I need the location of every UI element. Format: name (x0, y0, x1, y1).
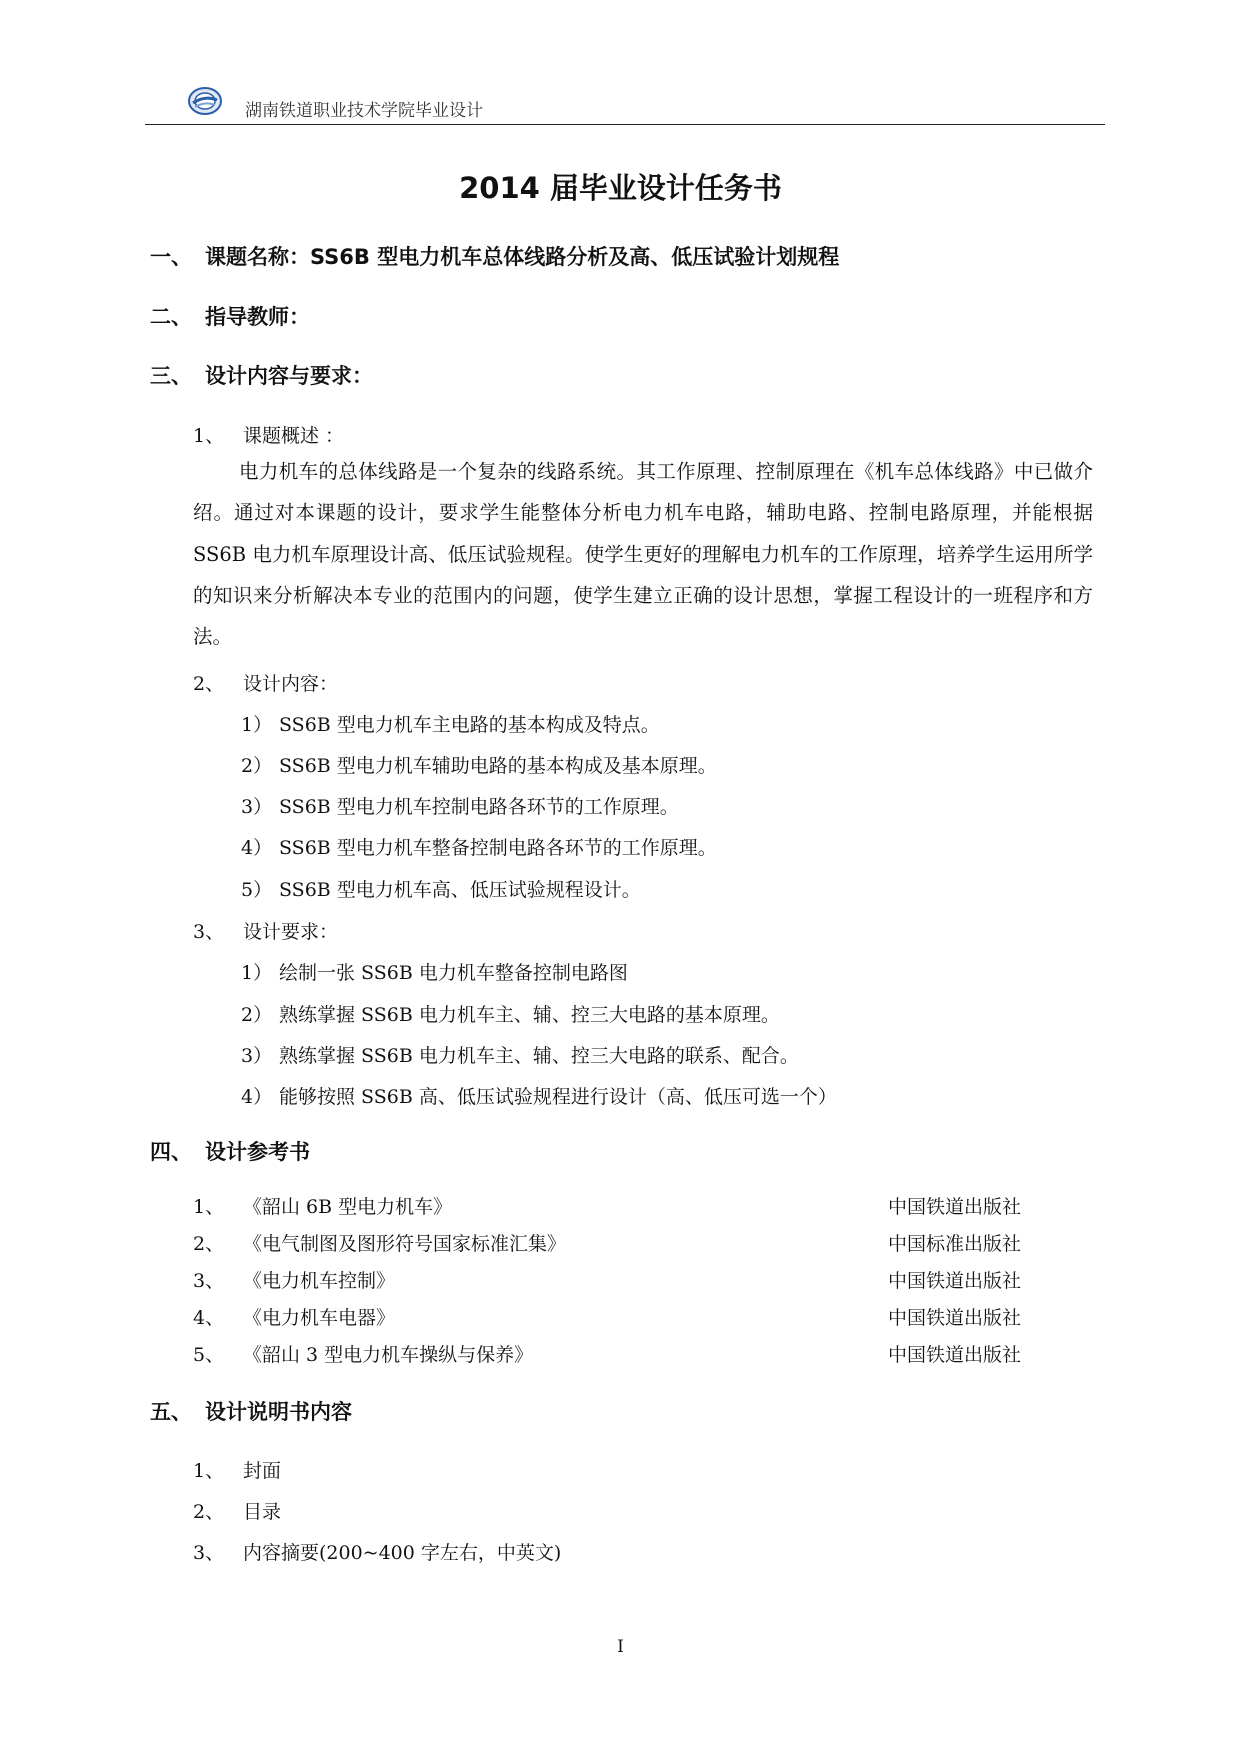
item-number: 3、 (193, 1270, 225, 1292)
section-label: 设计内容与要求： (205, 364, 373, 388)
manual-item (193, 1538, 561, 1565)
section-label: 设计说明书内容 (205, 1400, 352, 1424)
item-number: 5） (241, 879, 273, 901)
reference-publisher: 中国铁道出版社 (888, 1344, 1022, 1366)
reference-title: 《韶山 3 型电力机车操纵与保养》 (243, 1344, 534, 1366)
item-label: 设计内容： (243, 673, 339, 695)
manual-item (193, 1497, 281, 1524)
item-number: 2） (241, 755, 273, 777)
reference-title: 《韶山 6B 型电力机车》 (243, 1196, 453, 1218)
item-text: 熟练掌握 SS6B 电力机车主、辅、控三大电路的联系、配合。 (279, 1045, 799, 1067)
section-3-heading (150, 360, 373, 390)
item-number: 4） (241, 1086, 273, 1108)
item-text: 熟练掌握 SS6B 电力机车主、辅、控三大电路的基本原理。 (279, 1004, 780, 1026)
document-title: 2014 届毕业设计任务书 (459, 171, 782, 205)
item-text: 目录 (243, 1501, 282, 1523)
section-number: 五、 (150, 1400, 192, 1424)
item-number: 1） (241, 714, 273, 736)
reference-title: 《电力机车电器》 (243, 1307, 396, 1329)
item-label: 设计要求： (243, 921, 339, 943)
item-number: 3、 (193, 1542, 225, 1564)
reference-title: 《电力机车控制》 (243, 1270, 396, 1292)
item-number: 3） (241, 796, 273, 818)
section-label: 课题名称：SS6B 型电力机车总体线路分析及高、低压试验计划规程 (205, 245, 840, 269)
reference-title: 《电气制图及图形符号国家标准汇集》 (243, 1233, 567, 1255)
section-label: 设计参考书 (205, 1140, 310, 1164)
page-number: I (617, 1637, 624, 1657)
item-number: 2、 (193, 1233, 225, 1255)
section-label: 指导教师： (205, 305, 310, 329)
reference-publisher: 中国铁道出版社 (888, 1270, 1022, 1292)
page-header (145, 84, 1105, 124)
item-number: 2、 (193, 1501, 225, 1523)
item-number: 3、 (193, 921, 225, 943)
content-item (241, 833, 717, 860)
section-4-heading (150, 1136, 310, 1166)
reference-item (193, 1229, 1063, 1256)
item-text: SS6B 型电力机车辅助电路的基本构成及基本原理。 (279, 755, 717, 777)
item-number: 2、 (193, 673, 225, 695)
reference-item (193, 1266, 1063, 1293)
item-number: 1、 (193, 1460, 225, 1482)
section-number: 一、 (150, 245, 192, 269)
overview-heading (193, 421, 344, 448)
item-number: 4） (241, 837, 273, 859)
reference-item (193, 1192, 1063, 1219)
item-number: 2） (241, 1004, 273, 1026)
content-item (241, 792, 679, 819)
section-2-heading (150, 301, 310, 331)
item-text: SS6B 型电力机车控制电路各环节的工作原理。 (279, 796, 679, 818)
item-number: 1、 (193, 425, 225, 447)
content-item (241, 875, 641, 902)
item-text: 绘制一张 SS6B 电力机车整备控制电路图 (279, 962, 628, 984)
content-heading (193, 669, 338, 696)
header-divider (145, 124, 1105, 125)
content-item (241, 751, 717, 778)
item-label: 课题概述 ： (243, 425, 345, 447)
item-text: SS6B 型电力机车整备控制电路各环节的工作原理。 (279, 837, 717, 859)
item-text: 内容摘要(200~400 字左右，中英文) (243, 1542, 562, 1564)
requirement-item (241, 1082, 837, 1109)
item-number: 1） (241, 962, 273, 984)
requirement-item (241, 1041, 799, 1068)
section-5-heading (150, 1396, 352, 1426)
item-number: 4、 (193, 1307, 225, 1329)
reference-publisher: 中国标准出版社 (888, 1233, 1022, 1255)
header-institution: 湖南铁道职业技术学院毕业设计 (245, 101, 483, 121)
reference-publisher: 中国铁道出版社 (888, 1307, 1022, 1329)
manual-item (193, 1456, 281, 1483)
item-number: 1、 (193, 1196, 225, 1218)
reference-item (193, 1340, 1063, 1367)
section-1-heading (150, 241, 839, 271)
item-text: SS6B 型电力机车高、低压试验规程设计。 (279, 879, 641, 901)
requirement-item (241, 958, 628, 985)
item-number: 5、 (193, 1344, 225, 1366)
overview-paragraph: 电力机车的总体线路是一个复杂的线路系统。其工作原理、控制原理在《机车总体线路》中已做介绍。通过对本课题的设计，要求学生能整体分析电力机车电路，辅助电路、控制电路原理，并能根据 SS6B 电力机车原理设计高、低压试验规程。使学生更好的理解电力机车的工作原理，培养学生运用所学的知识来分析解决本专业的范围内的问题，使学生建立正确的设计思想，掌握工程设计的一班程序和方法。 (193, 460, 1093, 649)
item-text: 能够按照 SS6B 高、低压试验规程进行设计（高、低压可选一个） (279, 1086, 837, 1108)
school-logo-icon (187, 86, 223, 116)
requirements-heading (193, 917, 338, 944)
reference-item (193, 1303, 1063, 1330)
reference-publisher: 中国铁道出版社 (888, 1196, 1022, 1218)
item-text: SS6B 型电力机车主电路的基本构成及特点。 (279, 714, 660, 736)
section-number: 三、 (150, 364, 192, 388)
content-item (241, 710, 660, 737)
section-number: 四、 (150, 1140, 192, 1164)
section-number: 二、 (150, 305, 192, 329)
item-text: 封面 (243, 1460, 282, 1482)
requirement-item (241, 1000, 780, 1027)
item-number: 3） (241, 1045, 273, 1067)
